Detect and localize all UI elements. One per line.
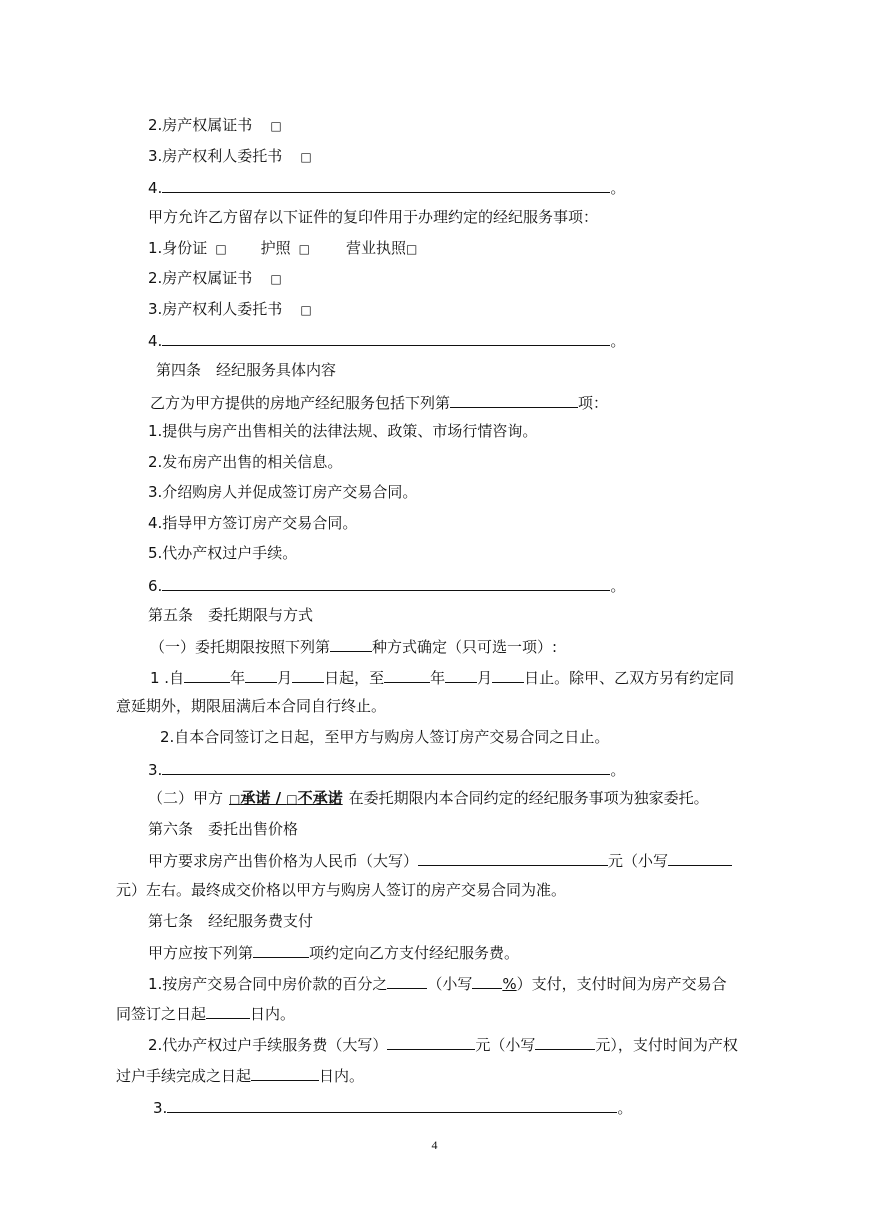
service-item-3: 3.介绍购房人并促成签订房产交易合同。 — [148, 483, 418, 501]
service-item-6-blank: 6. 。 — [148, 574, 625, 596]
checkbox[interactable]: □ — [406, 242, 418, 256]
line-fee-option-3-blank: 3. 。 — [153, 1096, 632, 1118]
line-sale-price: 甲方要求房产出售价格为人民币（大写） 元（小写 — [148, 849, 732, 871]
fill-blank[interactable] — [253, 941, 309, 958]
fill-blank[interactable] — [162, 758, 610, 775]
fill-blank[interactable] — [418, 849, 608, 866]
line-id-options: 1.身份证 □ 护照 □ 营业执照□ — [148, 239, 418, 257]
fill-blank[interactable] — [535, 1033, 595, 1050]
checkbox[interactable]: □ — [270, 119, 282, 133]
page-number: 4 — [431, 1138, 438, 1152]
fill-blank[interactable] — [387, 972, 427, 989]
article-4-heading: 第四条 经纪服务具体内容 — [156, 361, 337, 379]
fill-blank[interactable] — [668, 849, 732, 866]
line-property-certificate-2: 2.房产权属证书 □ — [148, 269, 282, 287]
service-item-1: 1.提供与房产出售相关的法律法规、政策、市场行情咨询。 — [148, 422, 538, 440]
checkbox[interactable]: □ — [215, 242, 227, 256]
fill-blank[interactable] — [384, 666, 430, 683]
article-6-heading: 第六条 委托出售价格 — [148, 820, 299, 838]
fill-blank[interactable] — [492, 666, 524, 683]
checkbox[interactable]: □ — [300, 150, 312, 164]
checkbox[interactable]: □ — [286, 792, 298, 806]
line-fee-percent-cont: 同签订之日起 日内。 — [116, 1002, 295, 1024]
checkbox[interactable]: □ — [270, 272, 282, 286]
checkbox[interactable]: □ — [229, 792, 241, 806]
line-service-items: 乙方为甲方提供的房地产经纪服务包括下列第 项： — [150, 391, 608, 413]
checkbox[interactable]: □ — [300, 303, 312, 317]
fill-blank[interactable] — [167, 1096, 617, 1113]
line-owner-authorization-2: 3.房产权利人委托书 □ — [148, 300, 312, 318]
line-transfer-fee: 2.代办产权过户手续服务费（大写） 元（小写 元），支付时间为产权 — [148, 1033, 738, 1055]
fill-blank[interactable] — [206, 1002, 250, 1019]
line-transfer-fee-cont: 过户手续完成之日起 日内。 — [116, 1064, 364, 1086]
fill-blank[interactable] — [292, 666, 324, 683]
line-property-certificate: 2.房产权属证书 □ — [148, 116, 282, 134]
line-copy-retention: 甲方允许乙方留存以下证件的复印件用于办理约定的经纪服务事项： — [148, 208, 599, 226]
line-term-option-3-blank: 3. 。 — [148, 758, 625, 780]
fill-blank[interactable] — [445, 666, 477, 683]
fill-blank[interactable] — [251, 1064, 319, 1081]
article-5-heading: 第五条 委托期限与方式 — [148, 606, 314, 624]
fill-blank[interactable] — [184, 666, 230, 683]
service-item-4: 4.指导甲方签订房产交易合同。 — [148, 514, 358, 532]
service-item-2: 2.发布房产出售的相关信息。 — [148, 453, 343, 471]
fill-blank[interactable] — [450, 391, 578, 408]
line-term-dates: 1 .自 年 月 日起，至 年 月 日止。除甲、乙双方另有约定同 — [150, 666, 734, 688]
fill-blank[interactable] — [245, 666, 277, 683]
fill-blank[interactable] — [330, 635, 372, 652]
line-owner-authorization: 3.房产权利人委托书 □ — [148, 147, 312, 165]
service-item-5: 5.代办产权过户手续。 — [148, 544, 298, 562]
commitment-choice: □承诺 / □不承诺 — [229, 789, 343, 807]
line-exclusive-commitment: （二）甲方 □承诺 / □不承诺 在委托期限内本合同约定的经纪服务事项为独家委托。 — [148, 789, 709, 807]
line-term-method: （一）委托期限按照下列第 种方式确定（只可选一项）: — [150, 635, 557, 657]
line-fee-method: 甲方应按下列第 项约定向乙方支付经纪服务费。 — [148, 941, 519, 963]
line-term-extension: 意延期外，期限届满后本合同自行终止。 — [116, 697, 387, 715]
fill-blank[interactable] — [387, 1033, 475, 1050]
checkbox[interactable]: □ — [298, 242, 311, 256]
fill-blank[interactable] — [472, 972, 502, 989]
line-term-option-2: 2.自本合同签订之日起，至甲方与购房人签订房产交易合同之日止。 — [160, 728, 610, 746]
fill-blank[interactable] — [162, 329, 610, 346]
line-fee-percent: 1.按房产交易合同中房价款的百分之 （小写 %）支付，支付时间为房产交易合 — [148, 972, 727, 994]
article-7-heading: 第七条 经纪服务费支付 — [148, 912, 314, 930]
line-sale-price-cont: 元）左右。最终成交价格以甲方与购房人签订的房产交易合同为准。 — [116, 881, 567, 899]
fill-blank[interactable] — [162, 176, 610, 193]
line-item-4-blank-2: 4. 。 — [148, 329, 625, 351]
fill-blank[interactable] — [162, 574, 610, 591]
line-item-4-blank: 4. 。 — [148, 176, 625, 198]
